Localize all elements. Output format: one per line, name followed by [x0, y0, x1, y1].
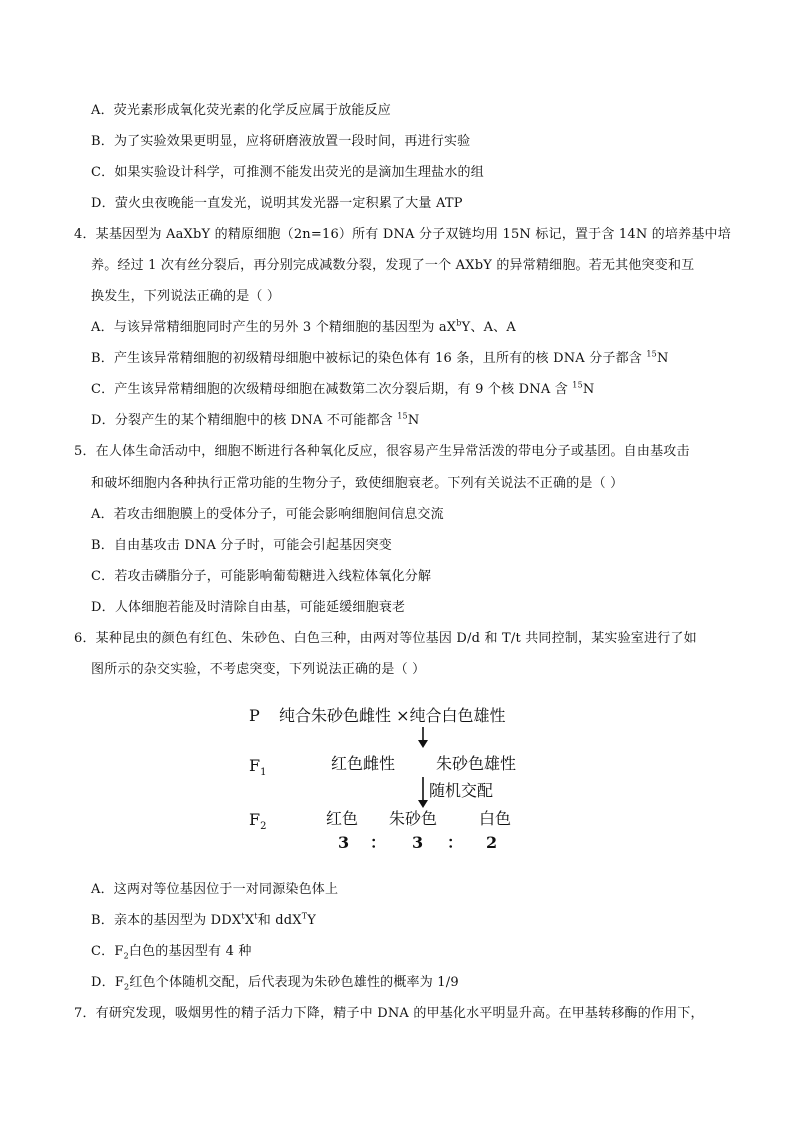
diagram-ratio-sep-2: ：	[447, 833, 464, 852]
q6-option-b	[91, 912, 316, 930]
q4-option-a-sup: b	[456, 318, 462, 328]
diagram-f1-male: 朱砂色雄性	[436, 754, 517, 773]
diagram-f2-subscript: 2	[260, 821, 267, 833]
q4-option-c-tail: N	[582, 382, 595, 397]
diagram-random-mating: 随机交配	[429, 781, 494, 800]
q4-option-a-text: A．与该异常精细胞同时产生的另外 3 个精细胞的基因型为 aX	[91, 320, 457, 335]
q6-option-d-tail: 红色个体随机交配，后代表现为朱砂色雄性的概率为 1/9	[129, 975, 459, 990]
diagram-f2-label	[249, 810, 267, 833]
q4-stem-line-3: 换发生，下列说法正确的是（ ）	[91, 289, 281, 304]
q6-option-c-tail: 白色的基因型有 4 种	[128, 944, 252, 959]
q4-option-b	[91, 350, 669, 368]
q4-option-c-sup: 15	[572, 380, 583, 390]
q6-stem-line-1: 6．某种昆虫的颜色有红色、朱砂色、白色三种，由两对等位基因 D/d 和 T/t 共同控制，某实验室进行了如	[74, 631, 697, 646]
q6-option-b-x: X	[244, 913, 255, 928]
diagram-f2-letter: F	[249, 810, 261, 829]
q4-option-d	[91, 412, 419, 430]
diagram-ratio-red: 3	[338, 833, 350, 852]
q6-option-c-sub: 2	[123, 951, 129, 961]
diagram-ratio-cinnabar: 3	[412, 833, 424, 852]
q6-option-b-text: B．亲本的基因型为 DDX	[91, 913, 242, 928]
q5-stem-line-1: 5．在人体生命活动中，细胞不断进行各种氧化反应，很容易产生异常活泼的带电分子或基团。自由基攻击	[74, 444, 690, 459]
diagram-f1-letter: F	[249, 756, 261, 775]
q6-option-b-sup-2: t	[254, 911, 258, 921]
diagram-f1-female: 红色雌性	[331, 754, 396, 773]
q4-option-b-tail: N	[656, 351, 669, 366]
q3-option-d: D．萤火虫夜晚能一直发光，说明其发光器一定积累了大量 ATP	[91, 196, 463, 211]
q4-option-a	[91, 319, 516, 337]
q5-stem-line-2: 和破坏细胞内各种执行正常功能的生物分子，致使细胞衰老。下列有关说法不正确的是（ ）	[91, 476, 624, 491]
q4-option-c	[91, 381, 594, 399]
q6-option-c-text: C．F	[91, 944, 124, 959]
q5-option-c: C．若攻击磷脂分子，可能影响葡萄糖进入线粒体氧化分解	[91, 569, 432, 584]
diagram-f1-label	[249, 756, 267, 779]
q5-option-b: B．自由基攻击 DNA 分子时，可能会引起基因突变	[91, 538, 393, 553]
diagram-p-label: P	[249, 706, 260, 725]
diagram-ratio-white: 2	[486, 833, 498, 852]
q3-option-c: C．如果实验设计科学，可推测不能发出荧光的是滴加生理盐水的组	[91, 165, 484, 180]
q3-option-b: B．为了实验效果更明显，应将研磨液放置一段时间，再进行实验	[91, 134, 471, 149]
q6-option-d-text: D．F	[91, 975, 125, 990]
q3-option-a: A．荧光素形成氧化荧光素的化学反应属于放能反应	[91, 103, 391, 118]
diagram-p-cross: 纯合朱砂色雌性 ×纯合白色雄性	[279, 706, 506, 725]
q4-stem-line-1: 4．某基因型为 AaXbY 的精原细胞（2n=16）所有 DNA 分子双链均用 15N 标记，置于含 14N 的培养基中培	[74, 227, 731, 242]
q6-option-b-sup-1: t	[241, 911, 245, 921]
q4-option-c-text: C．产生该异常精细胞的次级精母细胞在减数第二次分裂后期，有 9 个核 DNA 含	[91, 382, 573, 397]
diagram-f2-cinnabar: 朱砂色	[389, 809, 438, 828]
q6-option-b-and: 和 ddX	[257, 913, 302, 928]
diagram-f2-white: 白色	[479, 809, 512, 828]
q4-option-d-tail: N	[407, 413, 420, 428]
q4-stem-line-2: 养。经过 1 次有丝分裂后，再分别完成减数分裂，发现了一个 AXbY 的异常精细胞。若无其他突变和互	[91, 258, 695, 273]
q7-stem-line-1: 7．有研究发现，吸烟男性的精子活力下降，精子中 DNA 的甲基化水平明显升高。在甲基转移酶的作用下，	[74, 1006, 704, 1021]
q4-option-b-text: B．产生该异常精细胞的初级精母细胞中被标记的染色体有 16 条，且所有的核 DNA 分子都含	[91, 351, 647, 366]
q5-option-a: A．若攻击细胞膜上的受体分子，可能会影响细胞间信息交流	[91, 507, 444, 522]
q4-option-d-sup: 15	[397, 411, 408, 421]
q6-option-b-sup-3: T	[301, 911, 308, 921]
diagram-f1-subscript: 1	[260, 767, 267, 779]
q6-option-c	[91, 943, 252, 961]
q5-option-d: D．人体细胞若能及时清除自由基，可能延缓细胞衰老	[91, 600, 406, 615]
q4-option-d-text: D．分裂产生的某个精细胞中的核 DNA 不可能都含	[91, 413, 398, 428]
q6-stem-line-2: 图所示的杂交实验，不考虑突变，下列说法正确的是（ ）	[91, 662, 426, 677]
q6-option-d	[91, 974, 459, 992]
q4-option-a-tail: Y、A、A	[461, 320, 516, 335]
down-arrow-icon	[415, 726, 431, 750]
diagram-ratio-sep-1: ：	[370, 833, 387, 852]
q4-option-b-sup: 15	[646, 349, 657, 359]
q6-option-d-sub: 2	[124, 982, 130, 992]
diagram-f2-red: 红色	[326, 809, 359, 828]
q6-option-a: A．这两对等位基因位于一对同源染色体上	[91, 882, 339, 897]
q6-option-b-tail: Y	[307, 913, 317, 928]
